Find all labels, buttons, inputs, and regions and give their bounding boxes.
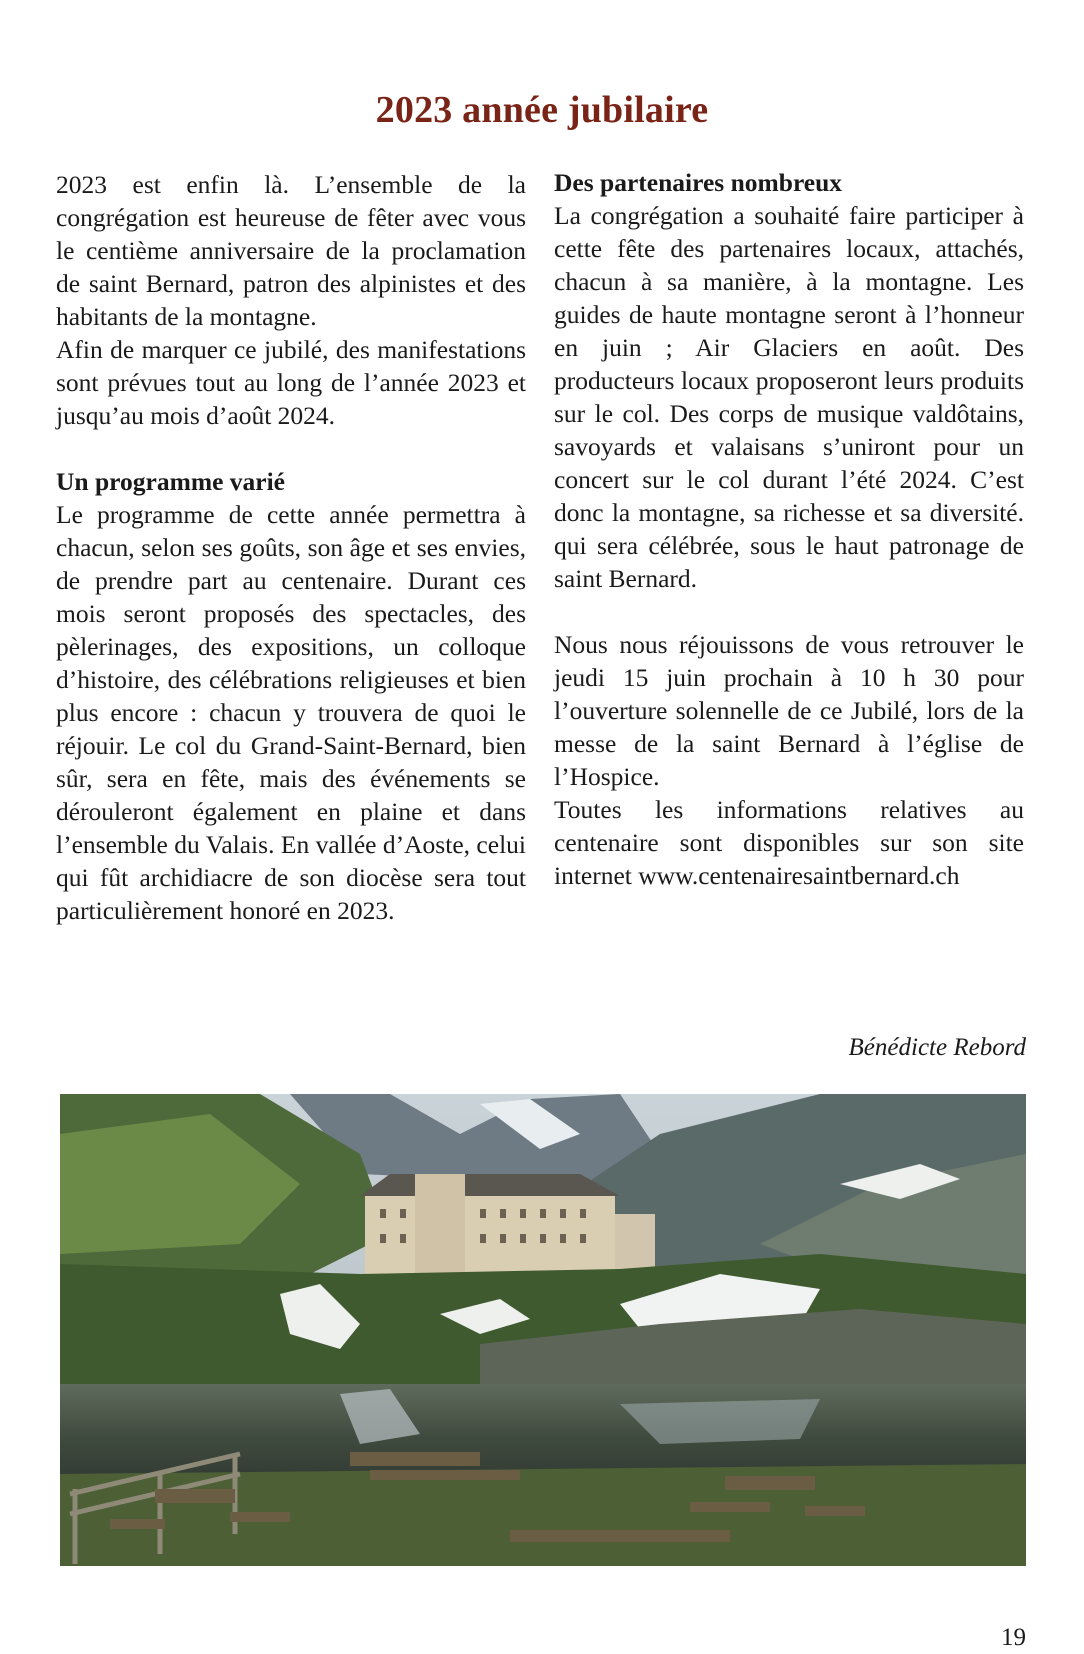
programme-paragraph: Le programme de cette année permettra à chacun, selon ses goûts, son âge et ses envies, de prendre part au centenaire. Durant ces mois seront proposés des spectacles, des pèlerinages, des expositions, un colloque d’histoire, des célébrations religieuses et bien plus encore : chacun y trouvera de quoi le réjouir. Le col du Grand-Saint-Bernard, bien sûr, sera en fête, mais des événements se dérouleront également en plaine et dans l’ensemble du Valais. En vallée d’Aoste, celui qui fût archidiacre de son diocèse sera tout particulièrement honoré en 2023. bbox=[56, 500, 526, 925]
partenaires-paragraph: La congrégation a souhaité faire participer à cette fête des partenaires locaux, attachés, chacun à sa manière, à la montagne. Les guides de haute montagne seront à l’honneur en juin ; Air Glaciers en août. Des producteurs locaux proposeront leurs produits sur le col. Des corps de musique valdôtains, savoyards et valaisans s’uniront pour un concert sur le col durant l’été 2024. C’est donc la montagne, sa richesse et sa diversité. qui sera célébrée, sous le haut patronage de saint Bernard. bbox=[554, 201, 1024, 593]
paragraph-gap bbox=[56, 432, 526, 465]
intro-paragraph-2: Afin de marquer ce jubilé, des manifestations sont prévues tout au long de l’année 2023 et jusqu’au mois d’août 2024. bbox=[56, 335, 526, 430]
closing-paragraph-2: Toutes les informations relatives au centenaire sont disponibles sur son site internet www.centenairesaintbernard.ch bbox=[554, 795, 1024, 890]
page-title: 2023 année jubilaire bbox=[375, 89, 709, 131]
intro-paragraph-1: 2023 est enfin là. L’ensemble de la congrégation est heureuse de fêter avec vous le centième anniversaire de la proclamation de saint Bernard, patron des alpinistes et des habitants de la montagne. bbox=[56, 170, 526, 331]
section-heading-programme: Un programme varié bbox=[56, 467, 285, 496]
left-column bbox=[56, 168, 526, 927]
paragraph-gap bbox=[554, 595, 1024, 628]
section-heading-partenaires: Des partenaires nombreux bbox=[554, 168, 843, 197]
right-column bbox=[554, 166, 1024, 892]
page-number: 19 bbox=[1001, 1624, 1026, 1651]
author-signature: Bénédicte Rebord bbox=[848, 1034, 1026, 1061]
closing-paragraph-1: Nous nous réjouissons de vous retrouver le jeudi 15 juin prochain à 10 h 30 pour l’ouverture solennelle de ce Jubilé, lors de la messe de la saint Bernard à l’église de l’Hospice. bbox=[554, 630, 1024, 791]
hospice-photo bbox=[60, 1094, 1026, 1566]
hospice-lake-landscape-icon bbox=[60, 1094, 1026, 1566]
